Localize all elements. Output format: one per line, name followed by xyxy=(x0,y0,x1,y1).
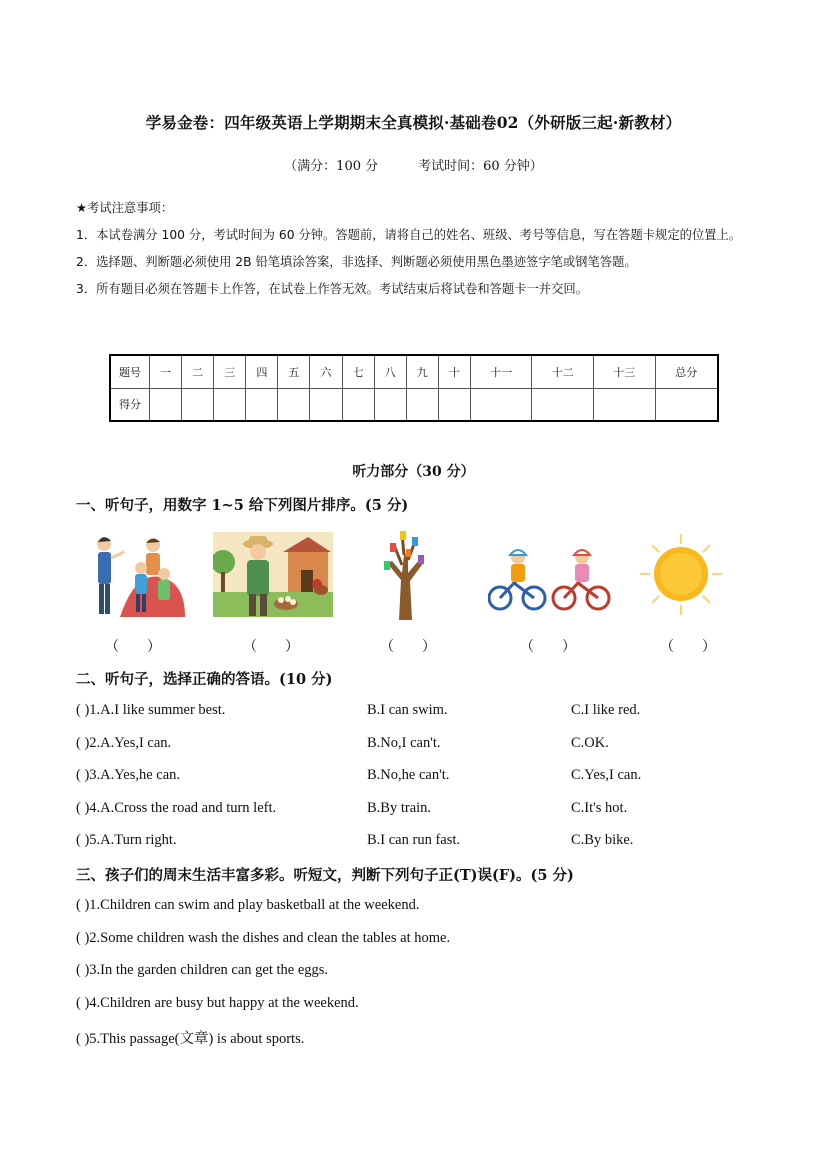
score-cell[interactable] xyxy=(532,388,594,421)
score-table-score-row xyxy=(110,388,718,421)
table-cell: 题号 xyxy=(110,355,150,388)
judge-text: ( )4.Children are busy but happy at the weekend. xyxy=(76,995,359,1011)
table-cell: 八 xyxy=(374,355,406,388)
answer-blank[interactable]: （ ） xyxy=(380,639,436,655)
question-text: ( )4.A.Cross the road and turn left. xyxy=(76,800,277,816)
page-title: 学易金卷：四年级英语上学期期末全真模拟·基础卷02（外研版三起·新教材） xyxy=(145,113,682,132)
question-text: ( )5.A.Turn right. xyxy=(76,832,177,848)
score-cell[interactable] xyxy=(342,388,374,421)
section2-heading: 二、听句子，选择正确的答语。(10 分) xyxy=(76,671,333,688)
note-item: 3．所有题目必须在答题卡上作答，在试卷上作答无效。考试结束后将试卷和答题卡一并交回。 xyxy=(76,282,588,296)
table-cell: 十一 xyxy=(470,355,532,388)
answer-blank[interactable]: （ ） xyxy=(243,639,299,655)
score-cell[interactable] xyxy=(246,388,278,421)
table-cell: 三 xyxy=(214,355,246,388)
option-b: B.By train. xyxy=(367,800,432,816)
sun-image xyxy=(636,532,726,617)
judge-text: ( )2.Some children wash the dishes and clean the tables at home. xyxy=(76,930,451,946)
score-cell[interactable] xyxy=(406,388,438,421)
exam-info xyxy=(0,155,827,174)
table-cell: 十三 xyxy=(594,355,656,388)
table-cell: 五 xyxy=(278,355,310,388)
table-cell: 十二 xyxy=(532,355,594,388)
table-cell: 得分 xyxy=(110,388,150,421)
question-text: ( )1.A.I like summer best. xyxy=(76,702,226,718)
section1-heading: 一、听句子，用数字 1~5 给下列图片排序。(5 分) xyxy=(76,497,409,514)
listening-section-title: 听力部分（30 分） xyxy=(352,464,475,480)
answer-blank[interactable]: （ ） xyxy=(105,639,161,655)
question-text: ( )3.A.Yes,he can. xyxy=(76,767,181,783)
option-b: B.No,he can't. xyxy=(367,767,450,783)
full-score: （满分：100 分 xyxy=(284,159,379,174)
judge-text: ( )1.Children can swim and play basketball at the weekend. xyxy=(76,897,420,913)
tree-image xyxy=(372,525,438,620)
table-cell: 四 xyxy=(246,355,278,388)
section3-heading: 三、孩子们的周末生活丰富多彩。听短文，判断下列句子正(T)误(F)。(5 分) xyxy=(76,867,574,884)
table-cell: 总分 xyxy=(655,355,718,388)
people-waving-image xyxy=(90,532,185,617)
answer-blank[interactable]: （ ） xyxy=(660,639,716,655)
table-cell: 一 xyxy=(150,355,182,388)
score-table-header-row xyxy=(110,355,718,388)
score-cell[interactable] xyxy=(438,388,470,421)
note-item: 1．本试卷满分 100 分，考试时间为 60 分钟。答题前，请将自己的姓名、班级、考号等信息，写在答题卡规定的位置上。 xyxy=(76,228,742,242)
table-cell: 十 xyxy=(438,355,470,388)
score-cell[interactable] xyxy=(594,388,656,421)
score-cell[interactable] xyxy=(655,388,718,421)
note-item: 2．选择题、判断题必须使用 2B 铅笔填涂答案，非选择、判断题必须使用黑色墨迹签字笔或钢笔答题。 xyxy=(76,255,637,269)
table-cell: 九 xyxy=(406,355,438,388)
table-cell: 七 xyxy=(342,355,374,388)
option-c: C.I like red. xyxy=(571,702,641,718)
option-c: C.OK. xyxy=(571,735,609,751)
children-cycling-image xyxy=(488,543,613,613)
option-b: B.I can run fast. xyxy=(367,832,461,848)
score-table xyxy=(109,354,719,422)
judge-text: ( )3.In the garden children can get the eggs. xyxy=(76,962,329,978)
score-cell[interactable] xyxy=(278,388,310,421)
score-cell[interactable] xyxy=(182,388,214,421)
judge-text: ( )5.This passage(文章) is about sports. xyxy=(76,1031,305,1047)
exam-notes xyxy=(76,195,756,303)
notes-heading: ★考试注意事项： xyxy=(76,201,174,215)
option-c: C.By bike. xyxy=(571,832,634,848)
table-cell: 二 xyxy=(182,355,214,388)
score-cell[interactable] xyxy=(150,388,182,421)
score-cell[interactable] xyxy=(310,388,342,421)
exam-time: 考试时间：60 分钟） xyxy=(418,159,543,174)
answer-blank[interactable]: （ ） xyxy=(520,639,576,655)
question-text: ( )2.A.Yes,I can. xyxy=(76,735,172,751)
option-b: B.I can swim. xyxy=(367,702,448,718)
score-cell[interactable] xyxy=(214,388,246,421)
option-b: B.No,I can't. xyxy=(367,735,441,751)
option-c: C.It's hot. xyxy=(571,800,628,816)
farmer-image xyxy=(213,532,333,617)
option-c: C.Yes,I can. xyxy=(571,767,642,783)
score-cell[interactable] xyxy=(374,388,406,421)
table-cell: 六 xyxy=(310,355,342,388)
score-cell[interactable] xyxy=(470,388,532,421)
